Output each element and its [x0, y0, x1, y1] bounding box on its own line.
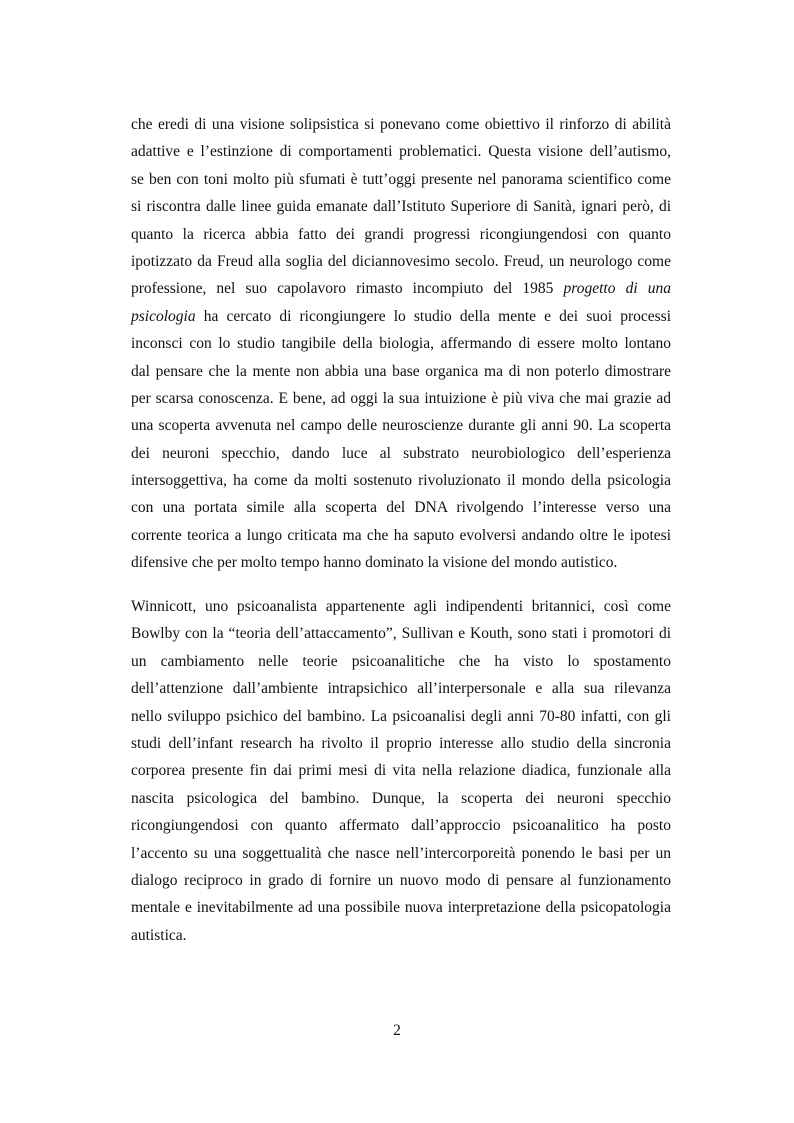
text-line: [131, 894, 671, 921]
text-run: un cambiamento nelle teorie psicoanalitiche che ha visto lo spostamento: [131, 652, 671, 670]
text-run: nascita psicologica del bambino. Dunque, la scoperta dei neuroni specchio: [131, 789, 671, 807]
text-run: Bowlby con la “teoria dell’attaccamento”, Sullivan e Kouth, sono stati i promotori di: [131, 625, 671, 643]
page-number: 2: [393, 1022, 401, 1039]
text-line: [131, 593, 671, 620]
text-line: [131, 330, 671, 357]
text-line: [131, 221, 671, 248]
text-line: [131, 922, 671, 949]
text-run: dei neuroni specchio, dando luce al substrato neurobiologico dell’esperienza: [131, 444, 671, 462]
text-run: corporea presente fin dai primi mesi di vita nella relazione diadica, funzionale alla: [131, 762, 671, 780]
text-run: si riscontra dalle linee guida emanate dall’Istituto Superiore di Sanità, ignari però, di: [131, 198, 671, 216]
text-run: ricongiungendosi con quanto affermato dall’approccio psicoanalitico ha posto: [131, 817, 671, 835]
text-line: [131, 549, 671, 576]
text-line: [131, 385, 671, 412]
text-line: [131, 522, 671, 549]
text-line: [131, 757, 671, 784]
italic-text: psicologia: [131, 307, 196, 325]
italic-text: progetto di una: [563, 280, 671, 298]
text-run: ha cercato di ricongiungere lo studio della mente e dei suoi processi: [195, 307, 671, 325]
text-line: [131, 730, 671, 757]
paragraph-neuroscience: [131, 111, 671, 577]
text-run: inconsci con lo studio tangibile della biologia, affermando di essere molto lontano: [131, 335, 671, 353]
text-line: [131, 166, 671, 193]
text-line: [131, 785, 671, 812]
text-run: che eredi di una visione solipsistica si ponevano come obiettivo il rinforzo di abilità: [131, 116, 671, 133]
text-run: ipotizzato da Freud alla soglia del diciannovesimo secolo. Freud, un neurologo come: [131, 252, 671, 270]
text-run: difensive che per molto tempo hanno dominato la visione del mondo autistico.: [131, 554, 618, 572]
text-run: intersoggettiva, ha come da molti sostenuto rivoluzionato il mondo della psicologia: [131, 472, 671, 490]
text-run: mentale e inevitabilmente ad una possibile nuova interpretazione della psicopatologia: [131, 899, 671, 917]
text-line: [131, 620, 671, 647]
text-run: quanto la ricerca abbia fatto dei grandi progressi ricongiungendosi con quanto: [131, 225, 671, 243]
text-line: [131, 138, 671, 165]
text-run: se ben con toni molto più sfumati è tutt’oggi presente nel panorama scientifico come: [131, 170, 671, 188]
text-line: [131, 812, 671, 839]
text-run: adattive e l’estinzione di comportamenti problematici. Questa visione dell’autismo,: [131, 143, 671, 161]
text-run: Winnicott, uno psicoanalista appartenente agli indipendenti britannici, così come: [131, 598, 671, 615]
text-line: [131, 675, 671, 702]
text-line: [131, 412, 671, 439]
text-line: [131, 358, 671, 385]
text-line: [131, 275, 671, 302]
text-run: una scoperta avvenuta nel campo delle neuroscienze durante gli anni 90. La scoperta: [131, 417, 671, 435]
text-run: l’accento su una soggettualità che nasce nell’intercorporeità ponendo le basi per un: [131, 844, 671, 862]
text-run: dal pensare che la mente non abbia una base organica ma di non poterlo dimostrare: [131, 362, 671, 380]
text-line: [131, 111, 671, 138]
text-run: studi dell’infant research ha rivolto il proprio interesse allo studio della sincronia: [131, 734, 671, 752]
text-line: [131, 867, 671, 894]
text-line: [131, 193, 671, 220]
text-line: [131, 440, 671, 467]
paragraph-psychoanalysis: [131, 593, 671, 949]
text-line: [131, 467, 671, 494]
text-run: professione, nel suo capolavoro rimasto incompiuto del 1985: [131, 280, 564, 298]
text-run: dialogo reciproco in grado di fornire un nuovo modo di pensare al funzionamento: [131, 871, 671, 889]
text-run: con una portata simile alla scoperta del DNA rivolgendo l’interesse verso una: [131, 499, 671, 517]
text-run: corrente teorica a lungo criticata ma che ha saputo evolversi andando oltre le ipotesi: [131, 526, 671, 544]
text-line: [131, 494, 671, 521]
text-run: nello sviluppo psichico del bambino. La psicoanalisi degli anni 70-80 infatti, con gli: [131, 707, 671, 725]
text-run: autistica.: [131, 926, 187, 944]
text-run: per scarsa conoscenza. E bene, ad oggi la sua intuizione è più viva che mai grazie ad: [131, 389, 671, 407]
text-run: dell’attenzione dall’ambiente intrapsichico all’interpersonale e alla sua rilevanza: [131, 680, 671, 698]
text-line: [131, 840, 671, 867]
text-line: [131, 248, 671, 275]
text-line: [131, 648, 671, 675]
text-line: [131, 703, 671, 730]
text-line: [131, 303, 671, 330]
